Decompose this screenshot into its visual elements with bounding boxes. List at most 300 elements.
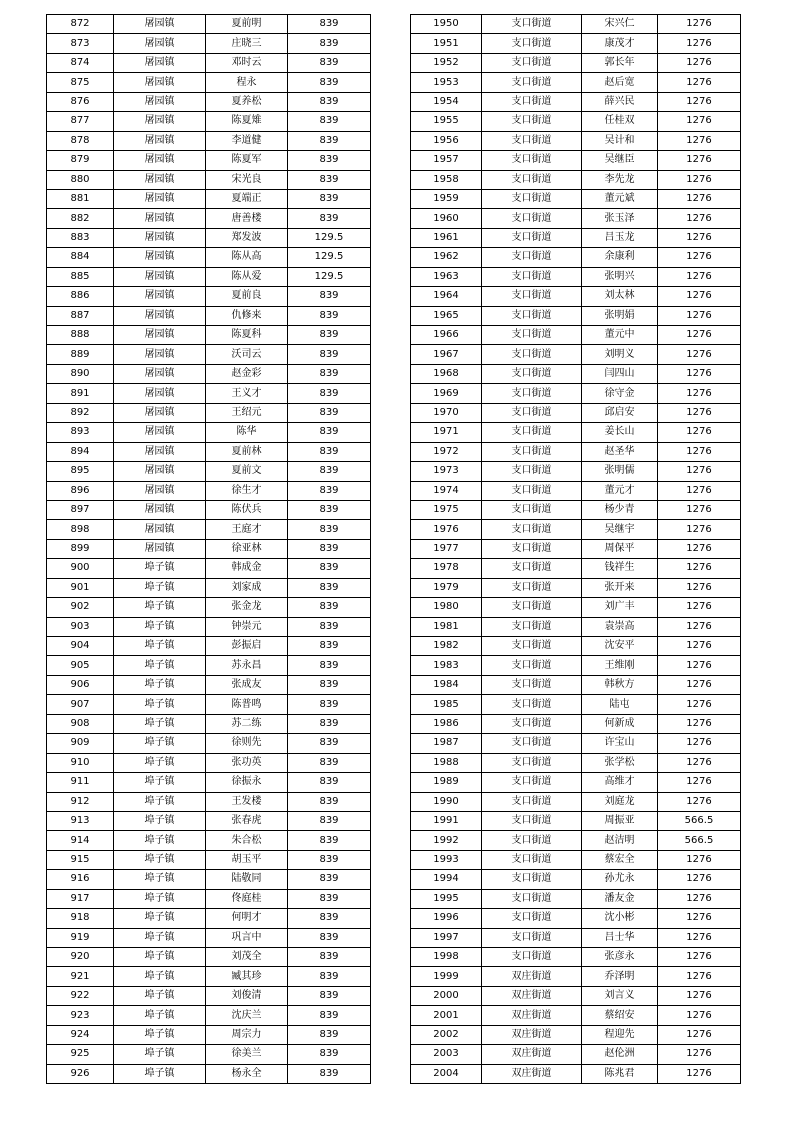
amount-cell: 1276: [658, 850, 741, 869]
table-row: [411, 948, 741, 967]
table-row: [47, 170, 371, 189]
amount-cell: 1276: [658, 170, 741, 189]
amount-cell: 1276: [658, 151, 741, 170]
amount-cell: 129.5: [288, 228, 371, 247]
table-row: [411, 714, 741, 733]
table-row: [411, 1064, 741, 1083]
serial-cell: 1991: [411, 811, 482, 830]
amount-cell: 839: [288, 1045, 371, 1064]
name-cell: 佟庭桂: [206, 889, 288, 908]
name-cell: 唐善楼: [206, 209, 288, 228]
name-cell: 乔泽明: [582, 967, 658, 986]
serial-cell: 1996: [411, 909, 482, 928]
table-row: [47, 578, 371, 597]
serial-cell: 885: [47, 267, 114, 286]
table-row: [411, 1025, 741, 1044]
town-cell: 支口街道: [482, 948, 582, 967]
town-cell: 支口街道: [482, 714, 582, 733]
name-cell: 何新成: [582, 714, 658, 733]
table-row: [47, 928, 371, 947]
town-cell: 支口街道: [482, 889, 582, 908]
serial-cell: 901: [47, 578, 114, 597]
town-cell: 屠园镇: [114, 209, 206, 228]
serial-cell: 897: [47, 500, 114, 519]
town-cell: 埠子镇: [114, 850, 206, 869]
town-cell: 屠园镇: [114, 15, 206, 34]
amount-cell: 1276: [658, 442, 741, 461]
town-cell: 屠园镇: [114, 189, 206, 208]
table-row: [47, 151, 371, 170]
serial-cell: 1970: [411, 403, 482, 422]
table-row: [411, 170, 741, 189]
table-row: [411, 909, 741, 928]
name-cell: 苏二练: [206, 714, 288, 733]
name-cell: 夏端正: [206, 189, 288, 208]
serial-cell: 898: [47, 520, 114, 539]
name-cell: 吕玉龙: [582, 228, 658, 247]
name-cell: 陈夏军: [206, 151, 288, 170]
name-cell: 刘明义: [582, 345, 658, 364]
name-cell: 陆屯: [582, 695, 658, 714]
town-cell: 支口街道: [482, 773, 582, 792]
name-cell: 程迎先: [582, 1025, 658, 1044]
name-cell: 徐美兰: [206, 1045, 288, 1064]
amount-cell: 1276: [658, 131, 741, 150]
serial-cell: 895: [47, 462, 114, 481]
serial-cell: 1952: [411, 53, 482, 72]
left-table: [46, 14, 371, 1084]
table-row: [411, 345, 741, 364]
amount-cell: 839: [288, 850, 371, 869]
table-row: [47, 442, 371, 461]
table-row: [47, 617, 371, 636]
name-cell: 陈兆君: [582, 1064, 658, 1083]
serial-cell: 893: [47, 423, 114, 442]
table-row: [47, 539, 371, 558]
town-cell: 支口街道: [482, 209, 582, 228]
name-cell: 陈夏雉: [206, 112, 288, 131]
serial-cell: 890: [47, 364, 114, 383]
serial-cell: 1966: [411, 326, 482, 345]
name-cell: 陈普鸣: [206, 695, 288, 714]
town-cell: 埠子镇: [114, 753, 206, 772]
amount-cell: 839: [288, 598, 371, 617]
amount-cell: 1276: [658, 792, 741, 811]
town-cell: 支口街道: [482, 423, 582, 442]
table-row: [47, 53, 371, 72]
amount-cell: 1276: [658, 967, 741, 986]
town-cell: 屠园镇: [114, 520, 206, 539]
town-cell: 支口街道: [482, 598, 582, 617]
name-cell: 张功英: [206, 753, 288, 772]
table-row: [47, 364, 371, 383]
amount-cell: 839: [288, 481, 371, 500]
amount-cell: 839: [288, 811, 371, 830]
table-row: [411, 248, 741, 267]
table-row: [47, 520, 371, 539]
table-row: [411, 598, 741, 617]
name-cell: 何明才: [206, 909, 288, 928]
table-row: [411, 151, 741, 170]
amount-cell: 839: [288, 948, 371, 967]
town-cell: 屠园镇: [114, 73, 206, 92]
table-row: [47, 656, 371, 675]
name-cell: 张明兴: [582, 267, 658, 286]
town-cell: 支口街道: [482, 384, 582, 403]
amount-cell: 839: [288, 34, 371, 53]
serial-cell: 889: [47, 345, 114, 364]
serial-cell: 874: [47, 53, 114, 72]
serial-cell: 882: [47, 209, 114, 228]
town-cell: 支口街道: [482, 248, 582, 267]
serial-cell: 879: [47, 151, 114, 170]
serial-cell: 909: [47, 734, 114, 753]
town-cell: 屠园镇: [114, 228, 206, 247]
table-row: [47, 384, 371, 403]
town-cell: 支口街道: [482, 131, 582, 150]
town-cell: 屠园镇: [114, 267, 206, 286]
amount-cell: 839: [288, 170, 371, 189]
amount-cell: 1276: [658, 539, 741, 558]
table-row: [47, 248, 371, 267]
serial-cell: 2000: [411, 986, 482, 1005]
town-cell: 屠园镇: [114, 131, 206, 150]
amount-cell: 1276: [658, 248, 741, 267]
table-row: [47, 1064, 371, 1083]
amount-cell: 1276: [658, 34, 741, 53]
serial-cell: 924: [47, 1025, 114, 1044]
name-cell: 潘友金: [582, 889, 658, 908]
town-cell: 支口街道: [482, 637, 582, 656]
name-cell: 高维才: [582, 773, 658, 792]
serial-cell: 1997: [411, 928, 482, 947]
serial-cell: 1968: [411, 364, 482, 383]
table-row: [411, 326, 741, 345]
name-cell: 胡玉平: [206, 850, 288, 869]
name-cell: 张明娟: [582, 306, 658, 325]
table-row: [411, 578, 741, 597]
amount-cell: 839: [288, 306, 371, 325]
amount-cell: 839: [288, 442, 371, 461]
serial-cell: 1959: [411, 189, 482, 208]
name-cell: 钟崇元: [206, 617, 288, 636]
amount-cell: 1276: [658, 228, 741, 247]
town-cell: 屠园镇: [114, 500, 206, 519]
town-cell: 支口街道: [482, 734, 582, 753]
town-cell: 埠子镇: [114, 928, 206, 947]
amount-cell: 1276: [658, 15, 741, 34]
serial-cell: 1998: [411, 948, 482, 967]
table-row: [47, 481, 371, 500]
name-cell: 余康利: [582, 248, 658, 267]
town-cell: 支口街道: [482, 520, 582, 539]
name-cell: 许宝山: [582, 734, 658, 753]
town-cell: 支口街道: [482, 792, 582, 811]
table-row: [47, 306, 371, 325]
name-cell: 徐亚林: [206, 539, 288, 558]
amount-cell: 839: [288, 403, 371, 422]
serial-cell: 1958: [411, 170, 482, 189]
serial-cell: 1961: [411, 228, 482, 247]
town-cell: 埠子镇: [114, 598, 206, 617]
serial-cell: 1983: [411, 656, 482, 675]
name-cell: 臧其珍: [206, 967, 288, 986]
table-row: [411, 287, 741, 306]
name-cell: 王庭才: [206, 520, 288, 539]
name-cell: 郭长年: [582, 53, 658, 72]
table-row: [47, 112, 371, 131]
name-cell: 袁崇高: [582, 617, 658, 636]
town-cell: 支口街道: [482, 170, 582, 189]
name-cell: 徐则先: [206, 734, 288, 753]
serial-cell: 926: [47, 1064, 114, 1083]
table-row: [411, 112, 741, 131]
table-row: [47, 909, 371, 928]
amount-cell: 839: [288, 151, 371, 170]
serial-cell: 1973: [411, 462, 482, 481]
town-cell: 支口街道: [482, 909, 582, 928]
name-cell: 刘广丰: [582, 598, 658, 617]
name-cell: 吕士华: [582, 928, 658, 947]
amount-cell: 1276: [658, 326, 741, 345]
serial-cell: 1994: [411, 870, 482, 889]
name-cell: 王发楼: [206, 792, 288, 811]
serial-cell: 1990: [411, 792, 482, 811]
name-cell: 赵洁明: [582, 831, 658, 850]
amount-cell: 1276: [658, 578, 741, 597]
table-row: [411, 792, 741, 811]
amount-cell: 1276: [658, 189, 741, 208]
table-row: [47, 734, 371, 753]
amount-cell: 1276: [658, 73, 741, 92]
name-cell: 刘庭龙: [582, 792, 658, 811]
serial-cell: 1950: [411, 15, 482, 34]
serial-cell: 876: [47, 92, 114, 111]
town-cell: 支口街道: [482, 656, 582, 675]
serial-cell: 896: [47, 481, 114, 500]
town-cell: 支口街道: [482, 481, 582, 500]
amount-cell: 839: [288, 714, 371, 733]
serial-cell: 1986: [411, 714, 482, 733]
town-cell: 支口街道: [482, 753, 582, 772]
name-cell: 康茂才: [582, 34, 658, 53]
name-cell: 徐守金: [582, 384, 658, 403]
name-cell: 赵伦洲: [582, 1045, 658, 1064]
amount-cell: 839: [288, 384, 371, 403]
town-cell: 支口街道: [482, 15, 582, 34]
amount-cell: 1276: [658, 617, 741, 636]
amount-cell: 839: [288, 889, 371, 908]
name-cell: 陆敬同: [206, 870, 288, 889]
amount-cell: 1276: [658, 92, 741, 111]
amount-cell: 839: [288, 909, 371, 928]
table-row: [47, 73, 371, 92]
table-row: [47, 15, 371, 34]
town-cell: 屠园镇: [114, 345, 206, 364]
table-row: [411, 559, 741, 578]
amount-cell: 1276: [658, 364, 741, 383]
table-row: [411, 403, 741, 422]
serial-cell: 1989: [411, 773, 482, 792]
name-cell: 吴计和: [582, 131, 658, 150]
table-row: [411, 384, 741, 403]
name-cell: 董元才: [582, 481, 658, 500]
table-row: [411, 1045, 741, 1064]
amount-cell: 1276: [658, 948, 741, 967]
amount-cell: 839: [288, 1025, 371, 1044]
name-cell: 夏养松: [206, 92, 288, 111]
town-cell: 双庄街道: [482, 1006, 582, 1025]
town-cell: 埠子镇: [114, 559, 206, 578]
town-cell: 埠子镇: [114, 734, 206, 753]
name-cell: 程永: [206, 73, 288, 92]
name-cell: 陈从高: [206, 248, 288, 267]
table-row: [411, 520, 741, 539]
amount-cell: 839: [288, 539, 371, 558]
amount-cell: 1276: [658, 423, 741, 442]
table-row: [47, 850, 371, 869]
serial-cell: 900: [47, 559, 114, 578]
table-row: [411, 53, 741, 72]
serial-cell: 1956: [411, 131, 482, 150]
amount-cell: 839: [288, 792, 371, 811]
amount-cell: 839: [288, 967, 371, 986]
table-row: [47, 695, 371, 714]
serial-cell: 903: [47, 617, 114, 636]
serial-cell: 872: [47, 15, 114, 34]
serial-cell: 875: [47, 73, 114, 92]
serial-cell: 1993: [411, 850, 482, 869]
name-cell: 巩言中: [206, 928, 288, 947]
town-cell: 支口街道: [482, 442, 582, 461]
amount-cell: 839: [288, 15, 371, 34]
table-row: [411, 209, 741, 228]
table-row: [47, 92, 371, 111]
serial-cell: 1979: [411, 578, 482, 597]
amount-cell: 1276: [658, 500, 741, 519]
serial-cell: 1978: [411, 559, 482, 578]
table-row: [47, 870, 371, 889]
amount-cell: 1276: [658, 656, 741, 675]
amount-cell: 839: [288, 287, 371, 306]
amount-cell: 1276: [658, 209, 741, 228]
amount-cell: 839: [288, 928, 371, 947]
table-row: [411, 423, 741, 442]
town-cell: 屠园镇: [114, 539, 206, 558]
serial-cell: 1960: [411, 209, 482, 228]
amount-cell: 1276: [658, 734, 741, 753]
table-row: [47, 967, 371, 986]
serial-cell: 878: [47, 131, 114, 150]
name-cell: 宋兴仁: [582, 15, 658, 34]
serial-cell: 1982: [411, 637, 482, 656]
town-cell: 支口街道: [482, 92, 582, 111]
amount-cell: 839: [288, 773, 371, 792]
amount-cell: 1276: [658, 403, 741, 422]
name-cell: 夏前明: [206, 15, 288, 34]
table-row: [411, 889, 741, 908]
town-cell: 埠子镇: [114, 870, 206, 889]
town-cell: 支口街道: [482, 53, 582, 72]
town-cell: 埠子镇: [114, 578, 206, 597]
name-cell: 薛兴民: [582, 92, 658, 111]
table-row: [411, 539, 741, 558]
table-row: [411, 442, 741, 461]
table-row: [47, 267, 371, 286]
name-cell: 沃司云: [206, 345, 288, 364]
town-cell: 埠子镇: [114, 714, 206, 733]
serial-cell: 911: [47, 773, 114, 792]
serial-cell: 881: [47, 189, 114, 208]
serial-cell: 904: [47, 637, 114, 656]
table-row: [411, 189, 741, 208]
town-cell: 埠子镇: [114, 1025, 206, 1044]
table-row: [47, 209, 371, 228]
serial-cell: 1980: [411, 598, 482, 617]
town-cell: 屠园镇: [114, 34, 206, 53]
amount-cell: 839: [288, 753, 371, 772]
amount-cell: 1276: [658, 462, 741, 481]
amount-cell: 839: [288, 637, 371, 656]
serial-cell: 1992: [411, 831, 482, 850]
table-row: [47, 831, 371, 850]
name-cell: 赵后宽: [582, 73, 658, 92]
town-cell: 屠园镇: [114, 170, 206, 189]
town-cell: 埠子镇: [114, 773, 206, 792]
table-row: [47, 1045, 371, 1064]
amount-cell: 839: [288, 53, 371, 72]
amount-cell: 1276: [658, 928, 741, 947]
amount-cell: 839: [288, 986, 371, 1005]
name-cell: 苏永昌: [206, 656, 288, 675]
serial-cell: 1977: [411, 539, 482, 558]
town-cell: 支口街道: [482, 500, 582, 519]
name-cell: 沈庆兰: [206, 1006, 288, 1025]
serial-cell: 925: [47, 1045, 114, 1064]
serial-cell: 1965: [411, 306, 482, 325]
table-row: [47, 792, 371, 811]
amount-cell: 1276: [658, 675, 741, 694]
serial-cell: 899: [47, 539, 114, 558]
serial-cell: 913: [47, 811, 114, 830]
town-cell: 屠园镇: [114, 53, 206, 72]
serial-cell: 902: [47, 598, 114, 617]
serial-cell: 1972: [411, 442, 482, 461]
table-row: [411, 500, 741, 519]
amount-cell: 1276: [658, 112, 741, 131]
serial-cell: 908: [47, 714, 114, 733]
serial-cell: 2001: [411, 1006, 482, 1025]
town-cell: 双庄街道: [482, 986, 582, 1005]
town-cell: 双庄街道: [482, 1045, 582, 1064]
table-row: [411, 228, 741, 247]
serial-cell: 906: [47, 675, 114, 694]
amount-cell: 1276: [658, 637, 741, 656]
amount-cell: 839: [288, 617, 371, 636]
town-cell: 支口街道: [482, 34, 582, 53]
name-cell: 姜长山: [582, 423, 658, 442]
town-cell: 支口街道: [482, 326, 582, 345]
town-cell: 支口街道: [482, 364, 582, 383]
amount-cell: 839: [288, 656, 371, 675]
town-cell: 支口街道: [482, 811, 582, 830]
name-cell: 徐生才: [206, 481, 288, 500]
name-cell: 彭振启: [206, 637, 288, 656]
amount-cell: 1276: [658, 1045, 741, 1064]
table-row: [47, 986, 371, 1005]
amount-cell: 839: [288, 675, 371, 694]
table-row: [411, 986, 741, 1005]
